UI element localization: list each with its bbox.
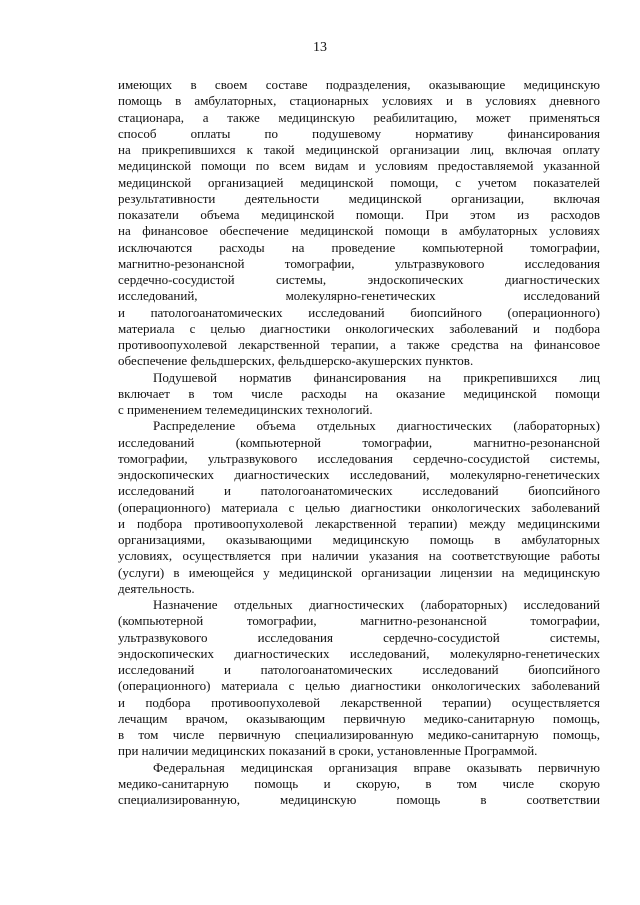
text-line: и подбора противоопухолевой лекарственной терапии) осуществляется [118, 694, 600, 710]
text-line: лечащим врачом, оказывающим первичную медико-санитарную помощь, [118, 710, 600, 726]
text-line: обеспечение фельдшерских, фельдшерско-акушерских пунктов. [118, 353, 474, 369]
text-line: на финансовое обеспечение медицинской помощи в амбулаторных условиях [118, 223, 600, 239]
text-line: способ оплаты по подушевому нормативу финансирования [118, 125, 600, 141]
text-line: при наличии медицинских показаний в сроки, установленные Программой. [118, 743, 538, 759]
text-line: с применением телемедицинских технологий. [118, 402, 373, 417]
text-line: (операционного) материала с целью диагностики онкологических заболеваний [118, 678, 600, 694]
text-line: исследований (компьютерной томографии, магнитно-резонансной [118, 434, 600, 450]
text-line: материала с целью диагностики онкологических заболеваний и подбора [118, 320, 600, 336]
text-line: эндоскопических диагностических исследований, молекулярно-генетических [118, 467, 600, 482]
text-line: организациями, оказывающими медицинскую помощь в амбулаторных [118, 532, 600, 547]
text-line: Назначение отдельных диагностических (лабораторных) исследований [153, 597, 600, 612]
page-number: 13 [313, 40, 327, 55]
text-line: и подбора противоопухолевой лекарственной терапии) между медицинскими [118, 515, 600, 531]
text-line: в том числе первичную специализированную медико-санитарную помощь, [118, 727, 600, 742]
text-line: (операционного) материала с целью диагностики онкологических заболеваний [118, 499, 600, 515]
body-text [118, 77, 600, 808]
text-line: исследований и патологоанатомических исследований биопсийного [118, 483, 600, 499]
text-line: медицинской помощи по всем видам и условиям предоставляемой указанной [118, 158, 600, 174]
text-line: специализированную, медицинскую помощь в соответствии [118, 792, 600, 807]
text-line: стационара, а также медицинскую реабилитацию, может применяться [118, 109, 600, 125]
text-line: на прикрепившихся к такой медицинской организации лиц, включая оплату [118, 142, 600, 157]
text-line: Подушевой норматив финансирования на прикрепившихся лиц [153, 369, 600, 385]
text-line: помощь в амбулаторных, стационарных условиях и в условиях дневного [118, 93, 600, 109]
text-line: (услуги) в имеющейся у медицинской организации лицензии на медицинскую [118, 564, 600, 580]
text-line: исследований и патологоанатомических исследований биопсийного [118, 662, 600, 677]
text-line: показатели объема медицинской помощи. При этом из расходов [118, 207, 600, 222]
text-line: медицинской организацией медицинской помощи, с учетом показателей [118, 174, 600, 190]
text-line: исследований, молекулярно-генетических исследований [118, 288, 600, 304]
text-line: и патологоанатомических исследований биопсийного (операционного) [118, 304, 600, 320]
text-line: (компьютерной томографии, магнитно-резонансной томографии, [118, 613, 600, 629]
text-line: Федеральная медицинская организация вправе оказывать первичную [153, 759, 600, 775]
text-line: деятельность. [118, 580, 195, 596]
text-line: томографии, ультразвукового исследования сердечно-сосудистой системы, [118, 450, 600, 466]
text-line: магнитно-резонансной томографии, ультразвукового исследования [118, 255, 600, 271]
text-line: ультразвукового исследования сердечно-сосудистой системы, [118, 629, 600, 645]
text-line: эндоскопических диагностических исследований, молекулярно-генетических [118, 645, 600, 661]
text-line: сердечно-сосудистой системы, эндоскопических диагностических [118, 272, 600, 287]
text-line: исключаются расходы на проведение компьютерной томографии, [118, 239, 600, 255]
text-line: имеющих в своем составе подразделения, оказывающие медицинскую [118, 77, 600, 92]
text-line: противоопухолевой лекарственной терапии, а также средства на финансовое [118, 337, 600, 352]
text-line: включает в том числе расходы на оказание медицинской помощи [118, 385, 600, 401]
text-line: Распределение объема отдельных диагностических (лабораторных) [153, 418, 600, 434]
text-line: медико-санитарную помощь и скорую, в том числе скорую [118, 775, 600, 791]
text-line: результативности деятельности медицинской организации, включая [118, 190, 600, 206]
text-line: условиях, осуществляется при наличии указания на соответствующие работы [118, 548, 600, 564]
